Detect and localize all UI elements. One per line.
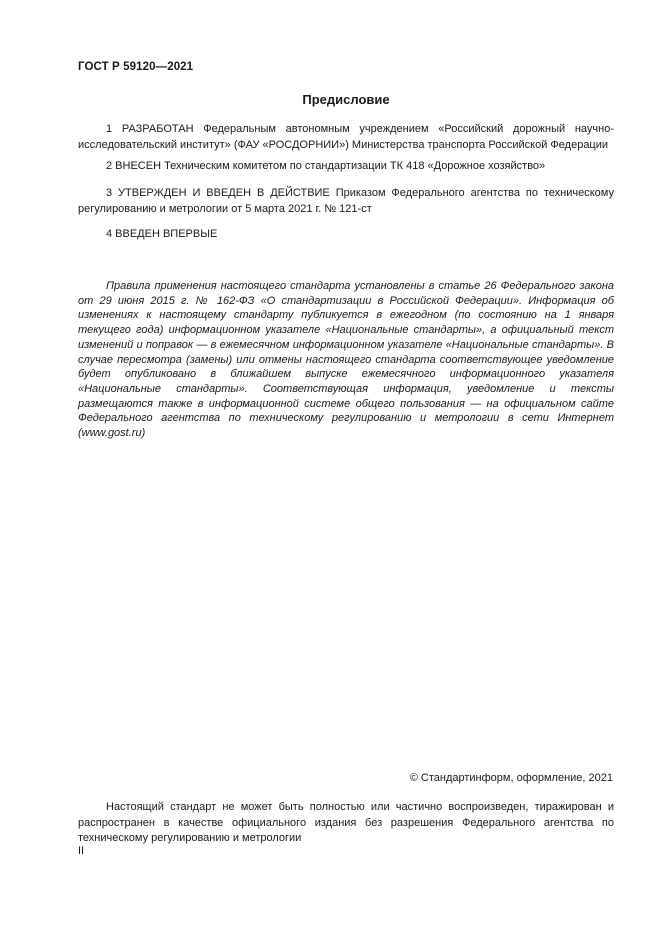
preface-item-approved: 3 УТВЕРЖДЕН И ВВЕДЕН В ДЕЙСТВИЕ Приказом Федерального агентства по техническому регулированию и метрологии от 5 марта 2021 г. № 121-ст (78, 187, 614, 215)
preface-item-developed: 1 РАЗРАБОТАН Федеральным автономным учреждением «Российский дорожный научно-исследовательский институт» (ФАУ «РОСДОРНИИ») Министерства транспорта Российской Федерации (78, 123, 614, 151)
application-rules-notice: Правила применения настоящего стандарта установлены в статье 26 Федерального закона от 29 июня 2015 г. № 162-ФЗ «О стандартизации в Российской Федерации». Информация об изменениях к настоящему стандарту публикуется в ежегодном (по состоянию на 1 января текущего года) информационном указателе «Национальные стандарты», а официальный текст изменений и поправок — в ежемесячном информационном указателе «Национальные стандарты». В случае пересмотра (замены) или отмены настоящего стандарта соответствующее уведомление будет опубликовано в ближайшем выпуске ежемесячного информационного указателя «Национальные стандарты». Соответствующая информация, уведомление и тексты размещаются также в информационной системе общего пользования — на официальном сайте Федерального агентства по техническому регулированию и метрологии в сети Интернет (www.gost.ru) (78, 280, 614, 440)
copyright-line: © Стандартинформ, оформление, 2021 (409, 772, 613, 784)
reproduction-notice: Настоящий стандарт не может быть полностью или частично воспроизведен, тиражирован и распространен в качестве официального издания без разрешения Федерального агентства по техническому регулированию и метрологии (78, 801, 614, 844)
preface-title: Предисловие (302, 92, 390, 107)
page-number: II (78, 845, 85, 857)
preface-item-introduced: 2 ВНЕСЕН Техническим комитетом по стандартизации ТК 418 «Дорожное хозяйство» (106, 160, 546, 172)
preface-item-first-introduced: 4 ВВЕДЕН ВПЕРВЫЕ (106, 228, 218, 240)
document-code: ГОСТ Р 59120—2021 (78, 61, 194, 73)
